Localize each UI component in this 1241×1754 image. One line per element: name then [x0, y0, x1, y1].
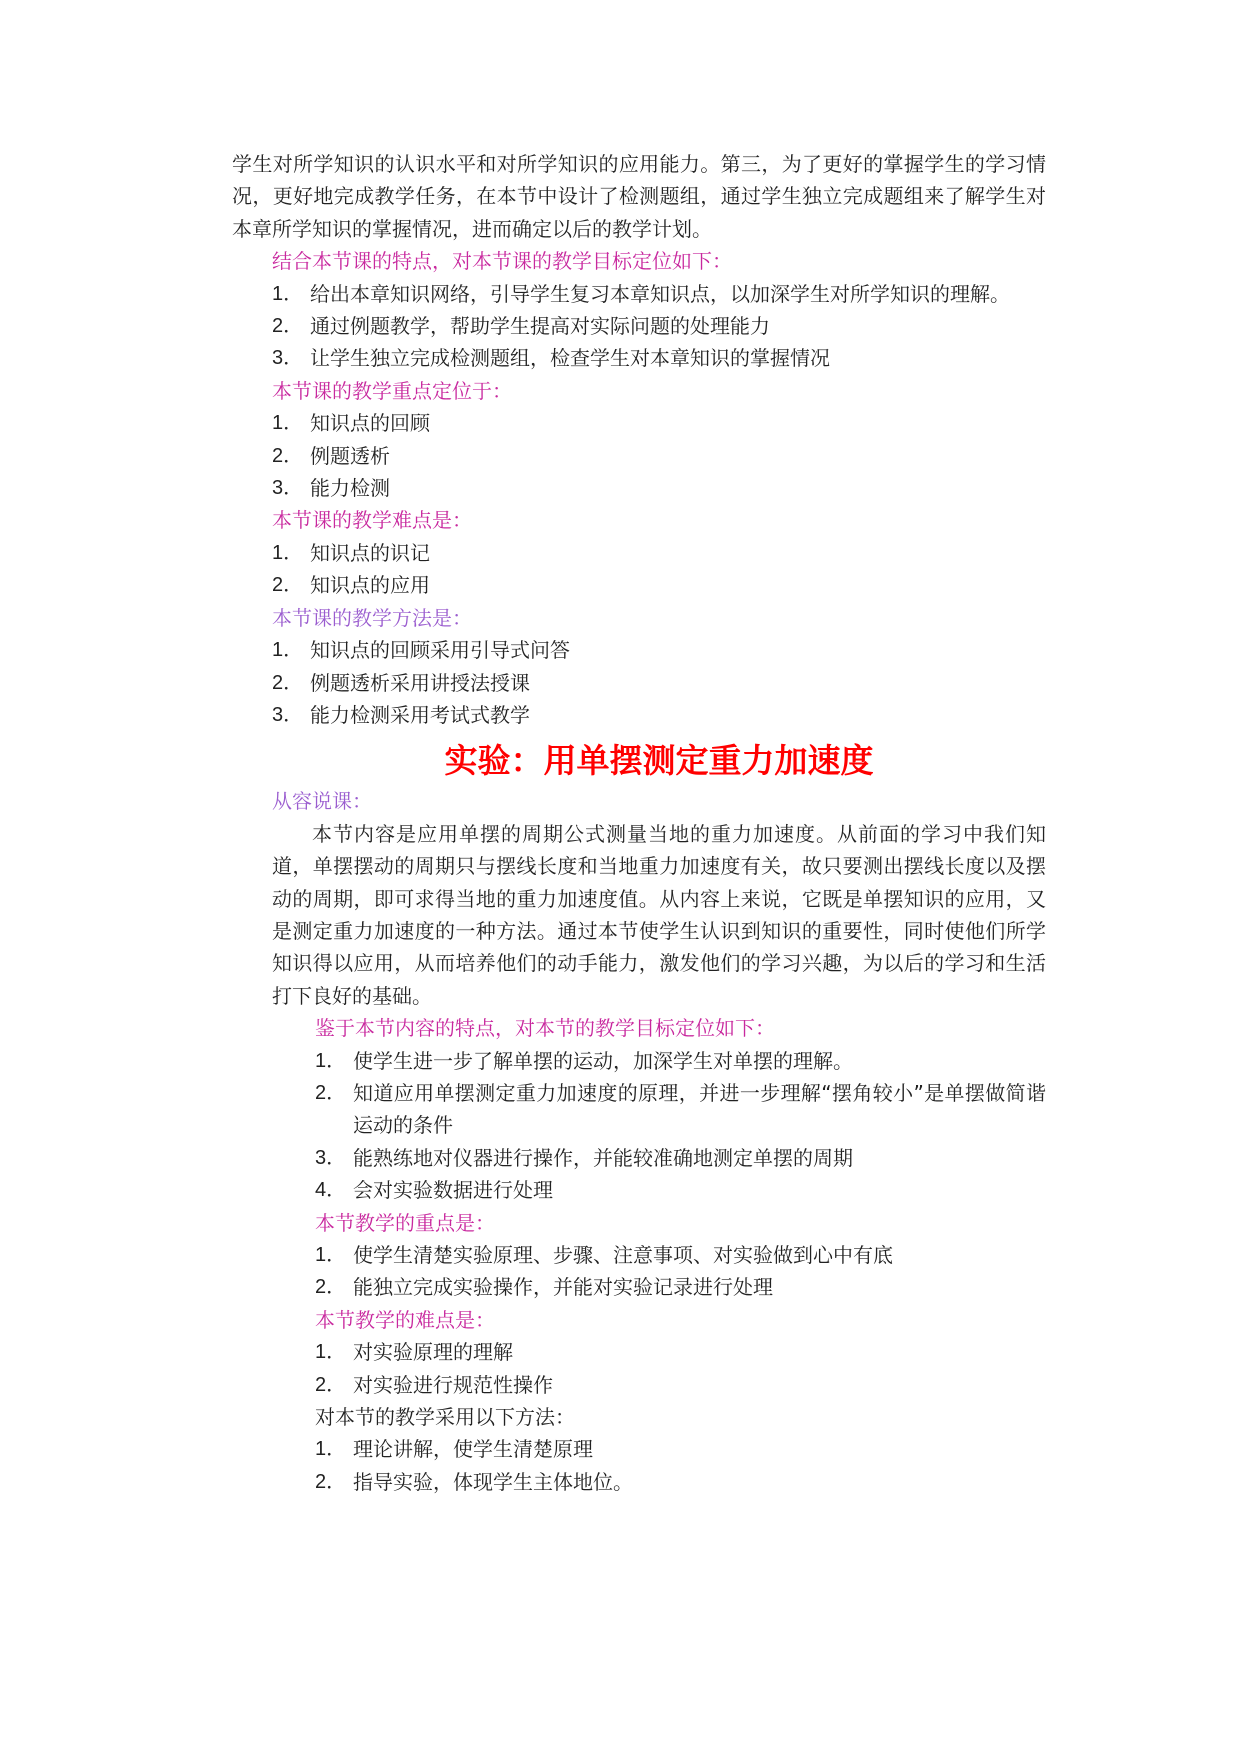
list-number: 2． [272, 574, 304, 597]
list-number: 1． [272, 282, 304, 305]
list-number: 3． [272, 477, 304, 500]
list-text: 对实验进行规范性操作 [353, 1372, 553, 1397]
list-number: 3． [272, 703, 304, 726]
list-number: 1． [315, 1341, 347, 1364]
list-number: 3． [315, 1146, 347, 1169]
experiment-details [315, 1012, 1046, 1498]
lesson-paragraph: 本节内容是应用单摆的周期公式测量当地的重力加速度。从前面的学习中我们知道，单摆摆动的周期只与摆线长度和当地重力加速度有关，故只要测出摆线长度以及摆动的周期，即可求得当地的重力加速度值。从内容上来说，它既是单摆知识的应用，又是测定重力加速度的一种方法。通过本节使学生认识到知识的重要性，同时使他们所学知识得以应用，从而培养他们的动手能力，激发他们的学习兴趣，为以后的学习和生活打下良好的基础。 [272, 821, 1046, 1008]
list-text: 对实验原理的理解 [353, 1340, 513, 1365]
list-text: 知识点的回顾采用引导式问答 [310, 638, 570, 663]
list-number: 2． [315, 1276, 347, 1299]
list-text: 例题透析 [310, 443, 390, 468]
list-text: 例题透析采用讲授法授课 [310, 670, 530, 695]
list-item [272, 472, 1046, 504]
document-page [232, 148, 1046, 1498]
list-item [272, 310, 1046, 342]
list-item [272, 407, 1046, 439]
list-item [315, 1433, 1046, 1465]
list-number: 1． [272, 639, 304, 662]
list-item [272, 699, 1046, 731]
list-number: 3． [272, 347, 304, 370]
goals-heading: 鉴于本节内容的特点，对本节的教学目标定位如下： [315, 1016, 775, 1041]
methods-heading: 本节课的教学方法是： [272, 605, 472, 630]
list-text: 理论讲解，使学生清楚原理 [353, 1437, 593, 1462]
key-points-heading: 本节课的教学重点定位于： [272, 378, 512, 403]
list-item [315, 1369, 1046, 1401]
list-number: 2． [315, 1373, 347, 1396]
subheading: 从容说课： [272, 789, 372, 814]
list-item [272, 342, 1046, 374]
list-item [272, 667, 1046, 699]
list-number: 1． [272, 541, 304, 564]
list-text: 能独立完成实验操作，并能对实验记录进行处理 [353, 1275, 773, 1300]
list-number: 2． [272, 671, 304, 694]
list-number: 2． [315, 1470, 347, 1493]
list-item [315, 1239, 1046, 1271]
section-title: 实验：用单摆测定重力加速度 [444, 741, 874, 781]
list-item [272, 634, 1046, 666]
list-number: 2． [272, 444, 304, 467]
list-number: 1． [272, 412, 304, 435]
list-text: 会对实验数据进行处理 [353, 1178, 553, 1203]
list-item [272, 569, 1046, 601]
difficult-points-heading: 本节教学的难点是： [315, 1307, 495, 1332]
list-text: 给出本章知识网络，引导学生复习本章知识点，以加深学生对所学知识的理解。 [310, 281, 1010, 306]
list-text: 知道应用单摆测定重力加速度的原理，并进一步理解“摆角较小”是单摆做简谐运动的条件 [353, 1080, 1046, 1138]
list-text: 知识点的应用 [310, 573, 430, 598]
key-points-heading: 本节教学的重点是： [315, 1210, 495, 1235]
list-item [315, 1466, 1046, 1498]
difficult-points-heading: 本节课的教学难点是： [272, 508, 472, 533]
list-item [315, 1336, 1046, 1368]
list-number: 2． [315, 1081, 347, 1104]
list-item [315, 1174, 1046, 1206]
list-item [315, 1142, 1046, 1174]
list-item [272, 440, 1046, 472]
list-item [272, 537, 1046, 569]
intro-paragraph: 学生对所学知识的认识水平和对所学知识的应用能力。第三，为了更好的掌握学生的学习情况，更好地完成教学任务，在本节中设计了检测题组，通过学生独立完成题组来了解学生对本章所学知识的掌握情况，进而确定以后的教学计划。 [232, 152, 1046, 241]
list-item [315, 1045, 1046, 1077]
list-text: 知识点的识记 [310, 540, 430, 565]
section-review-lesson [272, 245, 1046, 731]
list-text: 能力检测 [310, 476, 390, 501]
section-pendulum-experiment [272, 785, 1046, 1498]
list-item [315, 1077, 1046, 1142]
list-item [272, 278, 1046, 310]
methods-heading: 对本节的教学采用以下方法： [315, 1405, 575, 1430]
list-text: 使学生清楚实验原理、步骤、注意事项、对实验做到心中有底 [353, 1243, 893, 1267]
list-text: 指导实验，体现学生主体地位。 [353, 1469, 633, 1494]
list-number: 1． [315, 1244, 347, 1266]
list-text: 通过例题教学，帮助学生提高对实际问题的处理能力 [310, 314, 770, 339]
list-number: 1． [315, 1049, 347, 1072]
list-text: 知识点的回顾 [310, 411, 430, 436]
list-number: 1． [315, 1438, 347, 1461]
list-number: 2． [272, 315, 304, 338]
goals-heading: 结合本节课的特点，对本节课的教学目标定位如下： [272, 249, 732, 274]
list-text: 使学生进一步了解单摆的运动，加深学生对单摆的理解。 [353, 1048, 853, 1073]
list-text: 能熟练地对仪器进行操作，并能较准确地测定单摆的周期 [353, 1145, 853, 1170]
list-item [315, 1271, 1046, 1303]
list-text: 能力检测采用考试式教学 [310, 702, 530, 727]
list-number: 4． [315, 1179, 347, 1202]
list-text: 让学生独立完成检测题组，检查学生对本章知识的掌握情况 [310, 346, 830, 371]
